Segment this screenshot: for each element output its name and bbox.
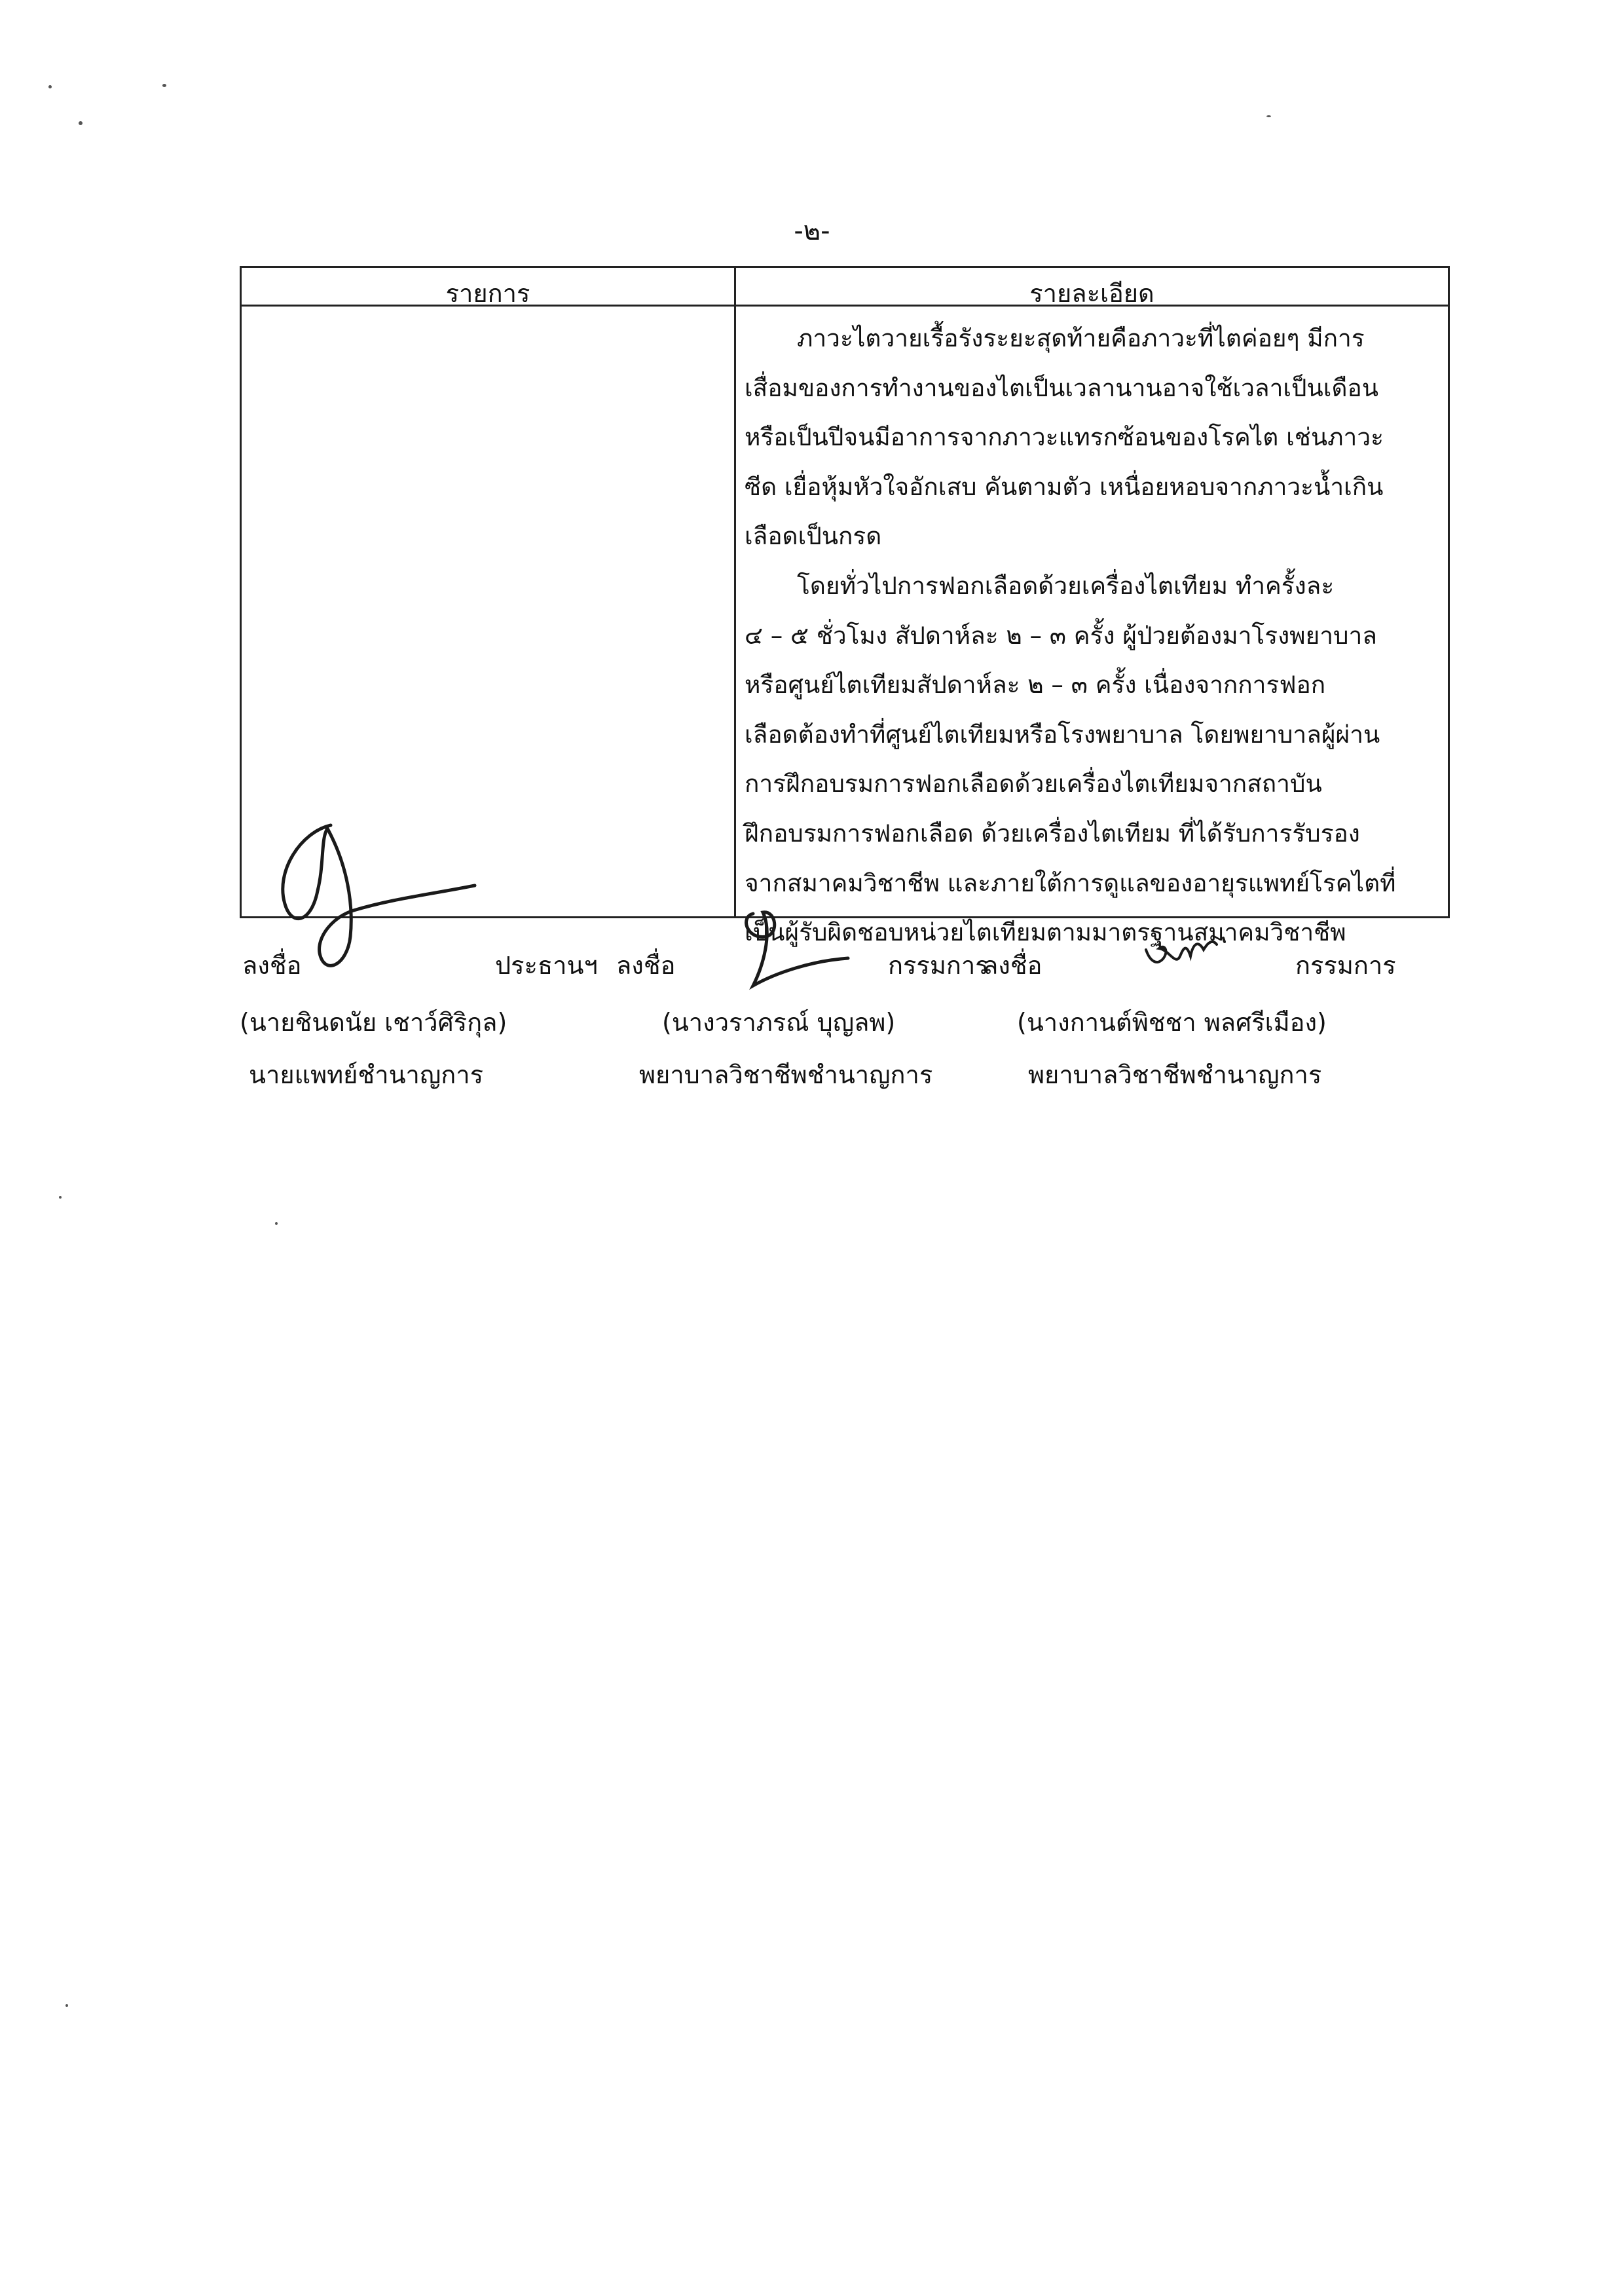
scan-speck: [1266, 115, 1271, 117]
detail-line: จากสมาคมวิชาชีพ และภายใต้การดูแลของอายุรแพทย์โรคไตที่: [745, 868, 1396, 897]
signer-position: พยาบาลวิชาชีพชำนาญการ: [639, 1060, 933, 1089]
signer-position: นายแพทย์ชำนาญการ: [249, 1060, 484, 1089]
column-header-details: รายละเอียด: [1029, 279, 1154, 308]
scan-speck: [275, 1222, 278, 1225]
detail-line: ภาวะไตวายเรื้อรังระยะสุดท้ายคือภาวะที่ไตค่อยๆ มีการ: [797, 324, 1365, 352]
signer-names-row: [240, 1002, 1450, 1041]
detail-line: ๔ – ๕ ชั่วโมง สัปดาห์ละ ๒ – ๓ ครั้ง ผู้ป่วยต้องมาโรงพยาบาล: [745, 621, 1377, 650]
detail-line: เลือดต้องทำที่ศูนย์ไตเทียมหรือโรงพยาบาล โดยพยาบาลผู้ผ่าน: [745, 720, 1380, 749]
signer-name: (นางกานต์พิชชา พลศรีเมือง): [1017, 1008, 1327, 1037]
detail-line: เลือดเป็นกรด: [745, 522, 882, 551]
sign-label: ลงชื่อ: [983, 951, 1043, 980]
scan-speck: [79, 121, 83, 125]
signer-role: กรรมการ: [888, 951, 989, 980]
detail-line: เป็นผู้รับผิดชอบหน่วยไตเทียมตามมาตรฐานสมาคมวิชาชีพ: [745, 918, 1346, 947]
sign-label: ลงชื่อ: [616, 951, 676, 980]
scan-speck: [162, 84, 166, 87]
detail-line: การฝึกอบรมการฟอกเลือดด้วยเครื่องไตเทียมจากสถาบัน: [745, 770, 1322, 798]
scan-speck: [59, 1196, 62, 1199]
page-number: -๒-: [794, 216, 830, 246]
signer-role: กรรมการ: [1295, 951, 1396, 980]
detail-line: เสื่อมของการทำงานของไตเป็นเวลานานอาจใช้เวลาเป็นเดือน: [745, 373, 1378, 402]
signature-row: [240, 945, 1450, 984]
detail-line: ฝึกอบรมการฟอกเลือด ด้วยเครื่องไตเทียม ที่ได้รับการรับรอง: [745, 819, 1360, 848]
column-header-items: รายการ: [445, 279, 530, 308]
detail-line: โดยทั่วไปการฟอกเลือดด้วยเครื่องไตเทียม ทำครั้งละ: [797, 571, 1335, 600]
sign-label: ลงชื่อ: [242, 951, 302, 980]
signer-name: (นายชินดนัย เชาว์ศิริกุล): [240, 1008, 507, 1037]
signer-positions-row: [240, 1054, 1450, 1094]
signer-position: พยาบาลวิชาชีพชำนาญการ: [1028, 1060, 1322, 1089]
scan-speck: [48, 85, 52, 88]
detail-text: [745, 314, 1442, 958]
detail-line: ซีด เยื่อหุ้มหัวใจอักเสบ คันตามตัว เหนื่อยหอบจากภาวะน้ำเกิน: [745, 472, 1384, 501]
detail-line: หรือเป็นปีจนมีอาการจากภาวะแทรกซ้อนของโรคไต เช่นภาวะ: [745, 423, 1384, 452]
signer-name: (นางวราภรณ์ บุญลพ): [662, 1008, 896, 1037]
column-divider: [734, 268, 736, 916]
detail-line: หรือศูนย์ไตเทียมสัปดาห์ละ ๒ – ๓ ครั้ง เนื่องจากการฟอก: [745, 671, 1326, 700]
scan-speck: [65, 2004, 68, 2007]
signer-role: ประธานฯ: [495, 951, 598, 980]
